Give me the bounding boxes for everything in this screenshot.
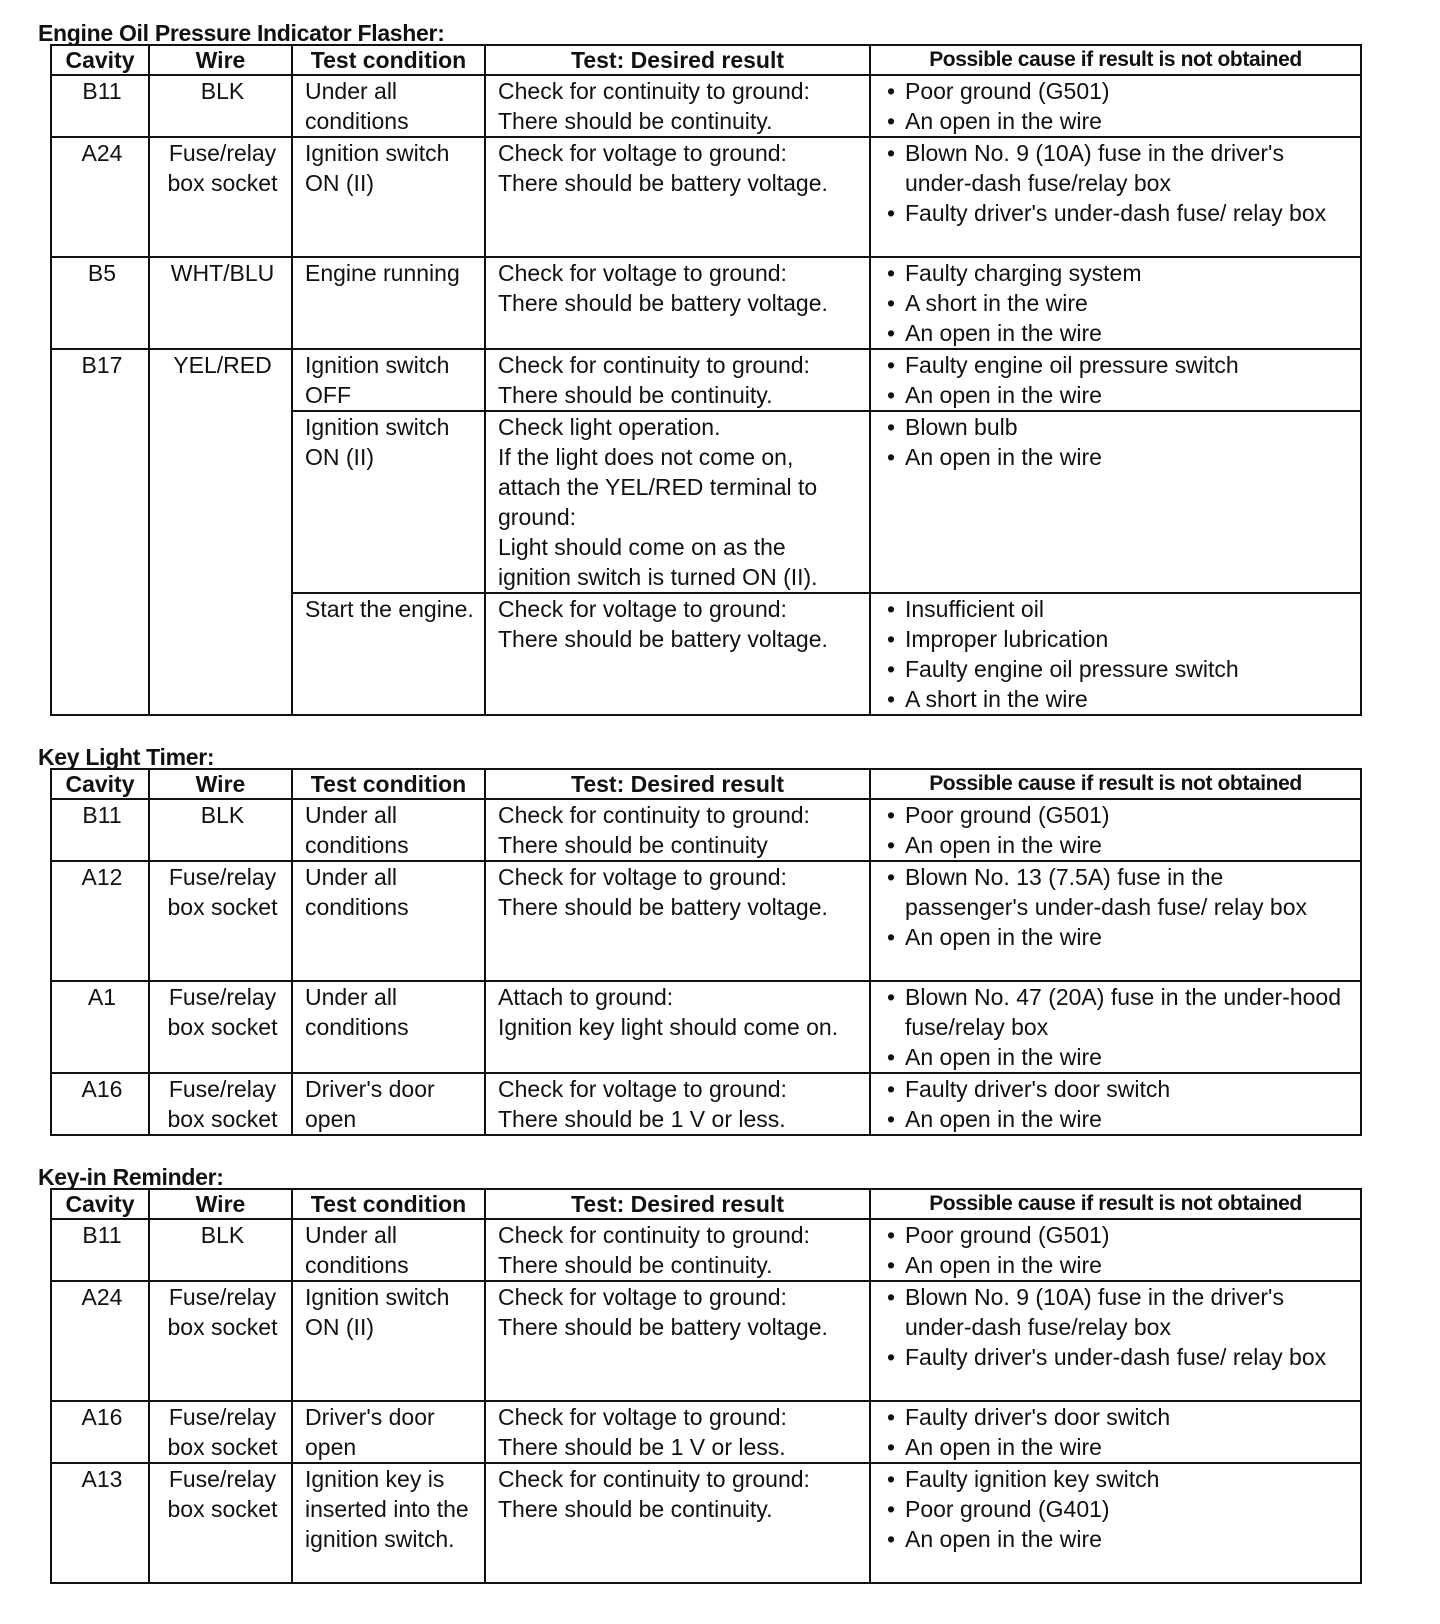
table-row — [51, 1219, 1361, 1281]
wire-cell: Fuse/relay box socket — [149, 1463, 292, 1583]
cavity-cell: A12 — [51, 861, 149, 981]
result-cell — [485, 1463, 870, 1583]
result-line: Check for continuity to ground: — [498, 352, 810, 378]
cause-item: • An open in the wire — [883, 1524, 1352, 1554]
wire-cell: Fuse/relay box socket — [149, 137, 292, 257]
result-line: Check for continuity to ground: — [498, 1466, 810, 1492]
cause-cell — [870, 1463, 1361, 1583]
table-row — [51, 1073, 1361, 1135]
header-desired-result: Test: Desired result — [485, 1189, 870, 1219]
cause-cell — [870, 349, 1361, 411]
cause-item: • Blown bulb — [883, 412, 1352, 442]
cavity-cell: A16 — [51, 1073, 149, 1135]
cause-cell — [870, 593, 1361, 715]
header-cavity: Cavity — [51, 1189, 149, 1219]
condition-cell: Driver's door open — [292, 1073, 485, 1135]
result-line: Check for voltage to ground: — [498, 864, 787, 890]
table-row — [51, 1281, 1361, 1401]
header-wire: Wire — [149, 769, 292, 799]
header-wire: Wire — [149, 45, 292, 75]
header-test-condition: Test condition — [292, 1189, 485, 1219]
table-row — [51, 257, 1361, 349]
result-cell — [485, 1281, 870, 1401]
header-wire: Wire — [149, 1189, 292, 1219]
cause-item: • Poor ground (G501) — [883, 800, 1352, 830]
cause-cell — [870, 799, 1361, 861]
wire-cell: Fuse/relay box socket — [149, 1401, 292, 1463]
header-possible-cause: Possible cause if result is not obtained — [870, 1189, 1361, 1219]
result-cell — [485, 799, 870, 861]
result-line: Light should come on as the ignition switch is turned ON (II). — [498, 534, 818, 590]
header-desired-result: Test: Desired result — [485, 769, 870, 799]
header-row — [51, 45, 1361, 75]
cause-item: • Poor ground (G501) — [883, 76, 1352, 106]
condition-cell: Under all conditions — [292, 861, 485, 981]
cause-item: • An open in the wire — [883, 442, 1352, 472]
cause-item: • Blown No. 9 (10A) fuse in the driver's under-dash fuse/relay box — [883, 138, 1352, 198]
condition-cell: Ignition switch OFF — [292, 349, 485, 411]
cause-item: • Faulty driver's under-dash fuse/ relay box — [883, 1342, 1352, 1372]
cause-item: • An open in the wire — [883, 1250, 1352, 1280]
cause-item: • Poor ground (G401) — [883, 1494, 1352, 1524]
cause-item: • Blown No. 13 (7.5A) fuse in the passenger's under-dash fuse/ relay box — [883, 862, 1352, 922]
cavity-cell: A16 — [51, 1401, 149, 1463]
result-cell — [485, 137, 870, 257]
result-line: There should be battery voltage. — [498, 170, 828, 196]
cavity-cell: A13 — [51, 1463, 149, 1583]
result-line: There should be continuity. — [498, 108, 773, 134]
result-line: There should be battery voltage. — [498, 894, 828, 920]
header-cavity: Cavity — [51, 769, 149, 799]
table-row — [51, 981, 1361, 1073]
wire-cell: BLK — [149, 799, 292, 861]
test-table-engine-oil — [50, 44, 1362, 716]
cause-cell — [870, 75, 1361, 137]
result-line: Check light operation. — [498, 414, 721, 440]
header-row — [51, 1189, 1361, 1219]
cause-cell — [870, 1073, 1361, 1135]
cause-item: • An open in the wire — [883, 1104, 1352, 1134]
result-cell — [485, 349, 870, 411]
cause-cell — [870, 411, 1361, 593]
result-line: There should be battery voltage. — [498, 626, 828, 652]
cause-cell — [870, 137, 1361, 257]
cause-cell — [870, 861, 1361, 981]
section-title: Key-in Reminder: — [38, 1164, 224, 1190]
cavity-cell: B17 — [51, 349, 149, 715]
result-line: Attach to ground: — [498, 984, 674, 1010]
cause-item: • An open in the wire — [883, 106, 1352, 136]
cause-item: • Faulty driver's under-dash fuse/ relay box — [883, 198, 1352, 228]
result-line: If the light does not come on, attach the YEL/RED terminal to ground: — [498, 444, 818, 530]
cause-item: • An open in the wire — [883, 1042, 1352, 1072]
cause-item: • An open in the wire — [883, 1432, 1352, 1462]
result-line: Check for voltage to ground: — [498, 1404, 787, 1430]
result-line: There should be continuity. — [498, 1252, 773, 1278]
header-test-condition: Test condition — [292, 769, 485, 799]
cause-item: • A short in the wire — [883, 684, 1352, 714]
result-line: Check for voltage to ground: — [498, 1284, 787, 1310]
cause-item: • Poor ground (G501) — [883, 1220, 1352, 1250]
cavity-cell: A24 — [51, 1281, 149, 1401]
wire-cell: Fuse/relay box socket — [149, 981, 292, 1073]
result-line: Check for continuity to ground: — [498, 78, 810, 104]
header-possible-cause: Possible cause if result is not obtained — [870, 45, 1361, 75]
condition-cell: Ignition key is inserted into the ignition switch. — [292, 1463, 485, 1583]
condition-cell: Ignition switch ON (II) — [292, 1281, 485, 1401]
cause-cell — [870, 1219, 1361, 1281]
condition-cell: Under all conditions — [292, 1219, 485, 1281]
result-line: There should be continuity. — [498, 382, 773, 408]
cause-item: • Faulty ignition key switch — [883, 1464, 1352, 1494]
result-cell — [485, 257, 870, 349]
table-row — [51, 75, 1361, 137]
result-line: Check for voltage to ground: — [498, 1076, 787, 1102]
cause-item: • Faulty driver's door switch — [883, 1402, 1352, 1432]
result-line: There should be 1 V or less. — [498, 1106, 786, 1132]
result-cell — [485, 75, 870, 137]
table-row — [51, 1463, 1361, 1583]
condition-cell: Under all conditions — [292, 799, 485, 861]
cause-item: • Insufficient oil — [883, 594, 1352, 624]
table-row — [51, 799, 1361, 861]
cavity-cell: B11 — [51, 799, 149, 861]
header-test-condition: Test condition — [292, 45, 485, 75]
result-line: Check for voltage to ground: — [498, 140, 787, 166]
result-line: There should be continuity — [498, 832, 768, 858]
result-line: There should be 1 V or less. — [498, 1434, 786, 1460]
header-desired-result: Test: Desired result — [485, 45, 870, 75]
result-line: There should be battery voltage. — [498, 1314, 828, 1340]
test-table-key-light-timer — [50, 768, 1362, 1136]
test-table-key-in-reminder — [50, 1188, 1362, 1584]
cavity-cell: A24 — [51, 137, 149, 257]
condition-cell: Driver's door open — [292, 1401, 485, 1463]
condition-cell: Start the engine. — [292, 593, 485, 715]
cavity-cell: B11 — [51, 75, 149, 137]
table-row — [51, 349, 1361, 411]
cause-item: • Faulty engine oil pressure switch — [883, 350, 1352, 380]
result-cell — [485, 1219, 870, 1281]
cause-item: • An open in the wire — [883, 380, 1352, 410]
condition-cell: Engine running — [292, 257, 485, 349]
result-cell — [485, 981, 870, 1073]
result-cell — [485, 411, 870, 593]
result-line: Check for voltage to ground: — [498, 596, 787, 622]
wire-cell: Fuse/relay box socket — [149, 1281, 292, 1401]
cause-cell — [870, 257, 1361, 349]
cause-item: • An open in the wire — [883, 830, 1352, 860]
table-row — [51, 137, 1361, 257]
condition-cell: Ignition switch ON (II) — [292, 137, 485, 257]
cause-cell — [870, 1401, 1361, 1463]
header-row — [51, 769, 1361, 799]
section-title: Key Light Timer: — [38, 744, 215, 770]
result-line: Check for voltage to ground: — [498, 260, 787, 286]
header-cavity: Cavity — [51, 45, 149, 75]
result-line: Ignition key light should come on. — [498, 1014, 839, 1040]
result-cell — [485, 593, 870, 715]
wire-cell: BLK — [149, 1219, 292, 1281]
cause-item: • Improper lubrication — [883, 624, 1352, 654]
cause-item: • A short in the wire — [883, 288, 1352, 318]
section-title: Engine Oil Pressure Indicator Flasher: — [38, 20, 445, 46]
header-possible-cause: Possible cause if result is not obtained — [870, 769, 1361, 799]
wire-cell: Fuse/relay box socket — [149, 861, 292, 981]
result-line: Check for continuity to ground: — [498, 802, 810, 828]
cavity-cell: A1 — [51, 981, 149, 1073]
wire-cell: BLK — [149, 75, 292, 137]
cause-item: • Faulty driver's door switch — [883, 1074, 1352, 1104]
wire-cell: Fuse/relay box socket — [149, 1073, 292, 1135]
condition-cell: Ignition switch ON (II) — [292, 411, 485, 593]
cause-item: • Faulty charging system — [883, 258, 1352, 288]
result-cell — [485, 1401, 870, 1463]
cavity-cell: B11 — [51, 1219, 149, 1281]
wire-cell: WHT/BLU — [149, 257, 292, 349]
cavity-cell: B5 — [51, 257, 149, 349]
result-line: Check for continuity to ground: — [498, 1222, 810, 1248]
cause-cell — [870, 1281, 1361, 1401]
table-row — [51, 1401, 1361, 1463]
cause-cell — [870, 981, 1361, 1073]
cause-item: • An open in the wire — [883, 318, 1352, 348]
condition-cell: Under all conditions — [292, 75, 485, 137]
wire-cell: YEL/RED — [149, 349, 292, 715]
table-row — [51, 861, 1361, 981]
cause-item: • Blown No. 47 (20A) fuse in the under-hood fuse/relay box — [883, 982, 1352, 1042]
result-line: There should be continuity. — [498, 1496, 773, 1522]
cause-item: • An open in the wire — [883, 922, 1352, 952]
cause-item: • Faulty engine oil pressure switch — [883, 654, 1352, 684]
result-line: There should be battery voltage. — [498, 290, 828, 316]
condition-cell: Under all conditions — [292, 981, 485, 1073]
result-cell — [485, 861, 870, 981]
cause-item: • Blown No. 9 (10A) fuse in the driver's under-dash fuse/relay box — [883, 1282, 1352, 1342]
result-cell — [485, 1073, 870, 1135]
